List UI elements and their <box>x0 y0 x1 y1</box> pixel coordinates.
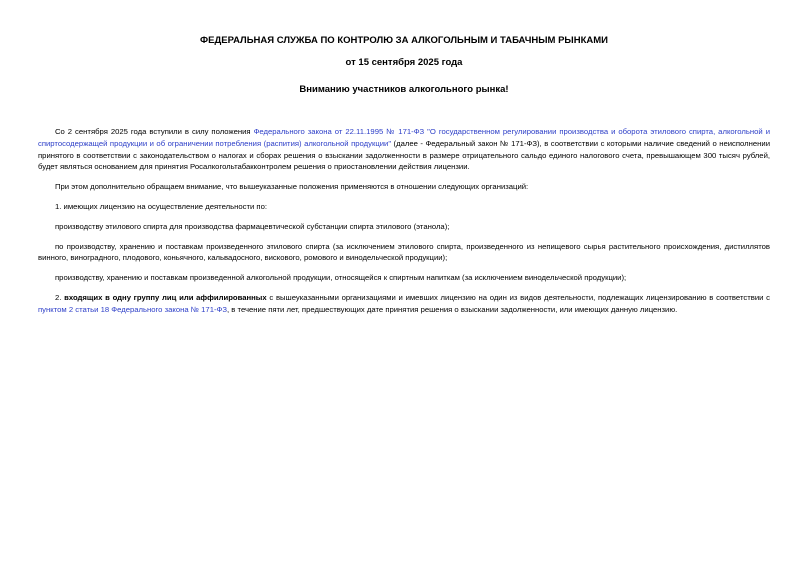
paragraph-item-2 <box>38 292 770 316</box>
paragraph-alcohol-production-supply: производству, хранению и поставкам произведенной алкогольной продукции, относящейся к спиртным напиткам (за исключением винодельческой продукции); <box>55 273 627 283</box>
paragraph-ethanol-production: производству этилового спирта для производства фармацевтической субстанции спирта этилового (этанола); <box>55 221 450 231</box>
paragraph-item-2-text-end: , в течение пяти лет, предшествующих дате принятия решения о взыскании задолженности, или имеющих данную лицензию. <box>227 304 678 314</box>
law-link-171-fz[interactable]: Федерального закона от 22.11.1995 № 171-ФЗ "О государственном регулировании производства и оборота этилового спирта, алкогольной и спиртосодержащей продукции и об ограничении потребления (распития) алкогольной продукции" <box>38 127 770 148</box>
paragraph-intro-text-start: Со 2 сентября 2025 года вступили в силу положения <box>55 127 254 136</box>
document-title: ФЕДЕРАЛЬНАЯ СЛУЖБА ПО КОНТРОЛЮ ЗА АЛКОГОЛЬНЫМ И ТАБАЧНЫМ РЫНКАМИ <box>200 35 608 46</box>
paragraph-item-2-text-middle: с вышеуказанными организациями и имевших лицензию на один из видов деятельности, подлежащих лицензированию в соответствии с <box>266 292 770 302</box>
paragraph-intro-text-end: (далее - Федеральный закон № 171-ФЗ), в соответствии с которыми наличие сведений о неисполнении принятого в соответствии с законодательством о налогах и сборах решения о взыскании задолженности в размере отрицательного сальдо единого налогового счета, превышающем 300 тысяч рублей, будет являться основанием для принятия Росалкогольтабакконтролем решения о приостановлении действия лицензии. <box>38 138 770 172</box>
notice-heading: Вниманию участников алкогольного рынка! <box>299 84 509 95</box>
paragraph-attention: При этом дополнительно обращаем внимание, что вышеуказанные положения применяются в отношении следующих организаций: <box>55 182 529 192</box>
paragraph-spirit-storage-supply: по производству, хранению и поставкам произведенного этилового спирта (за исключением этилового спирта, произведенного из непищевого сырья растительного происхождения, дистиллятов винного, виноградного, плодового, коньячного, кальвадосного, вискового, ромового и винодельческой продукции); <box>38 241 770 263</box>
paragraph-item-2-number: 2. <box>55 292 65 302</box>
paragraph-item-1: 1. имеющих лицензию на осуществление деятельности по: <box>55 201 267 211</box>
paragraph-item-2-bold-text: входящих в одну группу лиц или аффилированных <box>64 292 267 302</box>
law-link-point-2-article-18[interactable]: пунктом 2 статьи 18 Федерального закона № 171-ФЗ <box>38 304 228 314</box>
paragraph-intro <box>38 126 770 173</box>
document-date: от 15 сентября 2025 года <box>345 57 463 68</box>
